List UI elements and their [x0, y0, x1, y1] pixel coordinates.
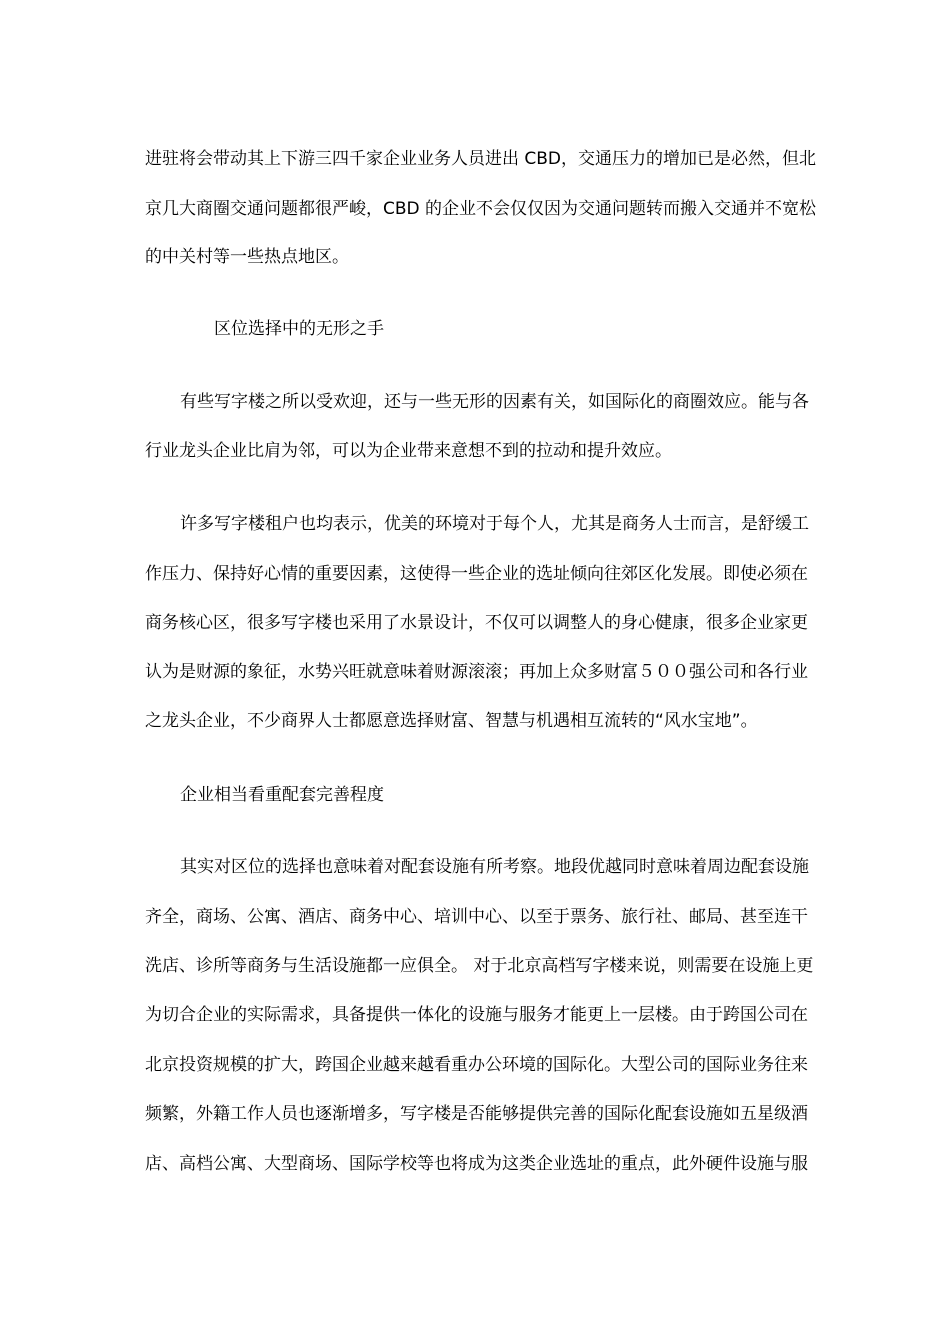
paragraph-line: 进驻将会带动其上下游三四千家企业业务人员进出 CBD，交通压力的增加已是必然，但北	[145, 149, 817, 169]
paragraph-line: 许多写字楼租户也均表示，优美的环境对于每个人，尤其是商务人士而言，是舒缓工	[180, 514, 809, 534]
paragraph-line: 行业龙头企业比肩为邻，可以为企业带来意想不到的拉动和提升效应。	[145, 441, 672, 461]
paragraph-line: 为切合企业的实际需求，具备提供一体化的设施与服务才能更上一层楼。由于跨国公司在	[145, 1005, 808, 1025]
paragraph-line: 频繁，外籍工作人员也逐渐增多，写字楼是否能够提供完善的国际化配套设施如五星级酒	[145, 1104, 808, 1124]
paragraph-line: 的中关村等一些热点地区。	[145, 247, 349, 267]
paragraph-line: 商务核心区，很多写字楼也采用了水景设计，不仅可以调整人的身心健康，很多企业家更	[145, 613, 808, 633]
paragraph-line: 店、高档公寓、大型商场、国际学校等也将成为这类企业选址的重点，此外硬件设施与服	[145, 1154, 808, 1174]
paragraph-line: 作压力、保持好心情的重要因素，这使得一些企业的选址倾向往郊区化发展。即使必须在	[145, 564, 808, 584]
paragraph-line: 北京投资规模的扩大，跨国企业越来越看重办公环境的国际化。大型公司的国际业务往来	[145, 1055, 808, 1075]
paragraph-line: 齐全，商场、公寓、酒店、商务中心、培训中心、以至于票务、旅行社、邮局、甚至连干	[145, 907, 808, 927]
paragraph-line: 其实对区位的选择也意味着对配套设施有所考察。地段优越同时意味着周边配套设施	[180, 857, 809, 877]
section-heading: 企业相当看重配套完善程度	[180, 785, 384, 805]
paragraph-line: 有些写字楼之所以受欢迎，还与一些无形的因素有关，如国际化的商圈效应。能与各	[180, 392, 809, 412]
paragraph-line: 洗店、诊所等商务与生活设施都一应俱全。 对于北京高档写字楼来说，则需要在设施上更	[145, 956, 814, 976]
paragraph-line: 认为是财源的象征，水势兴旺就意味着财源滚滚；再加上众多财富５００强公司和各行业	[145, 662, 808, 682]
paragraph-line: 之龙头企业，不少商界人士都愿意选择财富、智慧与机遇相互流转的“风水宝地”。	[145, 711, 758, 731]
paragraph-line: 京几大商圈交通问题都很严峻，CBD 的企业不会仅仅因为交通问题转而搬入交通并不宽松	[145, 199, 817, 219]
section-heading: 区位选择中的无形之手	[214, 319, 384, 339]
